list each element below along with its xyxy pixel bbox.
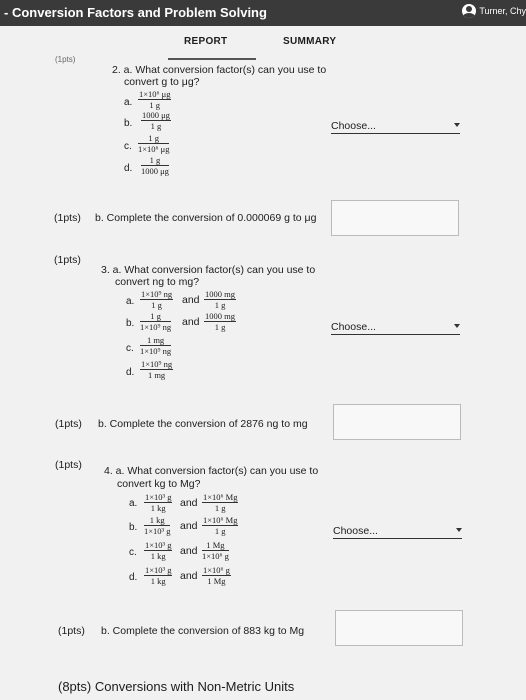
question-4-prompt-line2: convert kg to Mg? (117, 478, 201, 490)
tab-report[interactable]: REPORT (184, 36, 228, 47)
numerator: 1×10⁶ Mg (203, 492, 238, 502)
fraction (204, 311, 236, 332)
fraction (144, 540, 172, 561)
numerator: 1 Mg (202, 540, 229, 551)
user-menu[interactable] (462, 4, 526, 18)
user-avatar-icon (462, 4, 476, 18)
numerator: 1×10⁶ μg (139, 89, 171, 99)
denominator: 1×10⁶ μg (138, 144, 170, 154)
option-letter[interactable]: c. (126, 343, 134, 354)
denominator: 1 kg (150, 576, 166, 586)
numerator: 1 g (141, 155, 169, 166)
numerator: 1000 mg (205, 311, 235, 321)
numerator: 1000 μg (142, 110, 170, 120)
select-value: Choose... (331, 321, 376, 333)
denominator: 1 g (214, 526, 226, 536)
select-value: Choose... (331, 120, 376, 132)
fraction (202, 565, 231, 586)
chevron-down-icon (454, 324, 460, 328)
chevron-down-icon (456, 528, 462, 532)
option-letter[interactable]: d. (129, 572, 138, 583)
question-4-prompt: 4. a. What conversion factor(s) can you use to (104, 465, 319, 477)
option-letter[interactable]: c. (124, 141, 132, 152)
points-label: (1pts) (54, 212, 81, 224)
denominator: 1×10⁶ g (202, 551, 229, 561)
numerator: 1×10⁶ g (203, 565, 230, 575)
select-value: Choose... (333, 525, 378, 537)
question-3-prompt-line2: convert ng to mg? (115, 276, 200, 288)
q2b-answer-input[interactable] (331, 200, 459, 236)
points-label: (1pts) (54, 254, 81, 266)
fraction (141, 110, 171, 131)
numerator: 1×10⁹ ng (141, 359, 173, 369)
top-bar (0, 0, 526, 26)
question-3b-prompt: b. Complete the conversion of 2876 ng to mg (98, 418, 308, 430)
option-letter[interactable]: a. (129, 498, 138, 509)
q3-answer-select[interactable] (331, 318, 460, 335)
option-letter[interactable]: a. (126, 296, 135, 307)
option-letter[interactable]: c. (129, 547, 137, 558)
question-2-prompt-line2: convert g to μg? (124, 76, 200, 88)
denominator: 1 kg (150, 503, 166, 513)
q3b-answer-input[interactable] (333, 404, 461, 440)
numerator: 1×10³ g (145, 492, 172, 502)
section-heading: (8pts) Conversions with Non-Metric Units (58, 679, 295, 694)
page-title: - Conversion Factors and Problem Solving (4, 5, 267, 20)
fraction (144, 515, 170, 536)
points-label: (1pts) (55, 418, 82, 430)
numerator: 1×10⁶ Mg (203, 515, 238, 525)
fraction (140, 359, 173, 380)
q2-answer-select[interactable] (331, 117, 460, 134)
numerator: 1000 mg (205, 289, 235, 299)
active-tab-indicator (168, 58, 256, 60)
and-label: and (180, 545, 198, 557)
fraction (204, 289, 236, 310)
fraction (202, 515, 238, 536)
numerator: 1 g (140, 311, 171, 322)
fraction (140, 311, 171, 332)
option-letter[interactable]: d. (124, 163, 133, 174)
question-2b-prompt: b. Complete the conversion of 0.000069 g to μg (95, 212, 317, 224)
and-label: and (180, 570, 198, 582)
numerator: 1 kg (144, 515, 170, 526)
and-label: and (182, 294, 200, 306)
option-letter[interactable]: b. (129, 522, 138, 533)
numerator: 1×10⁹ ng (141, 289, 173, 299)
denominator: 1×10³ g (144, 526, 171, 536)
points-label: (1pts) (58, 625, 85, 637)
fraction (140, 335, 171, 356)
question-4b-prompt: b. Complete the conversion of 883 kg to Mg (101, 625, 305, 637)
denominator: 1×10⁹ ng (140, 322, 172, 332)
q4-answer-select[interactable] (333, 522, 462, 539)
numerator: 1 g (138, 133, 169, 144)
question-3-prompt: 3. a. What conversion factor(s) can you use to (101, 264, 316, 276)
denominator: 1 Mg (207, 576, 226, 586)
q4b-answer-input[interactable] (335, 610, 463, 646)
option-letter[interactable]: d. (126, 367, 135, 378)
option-letter[interactable]: b. (124, 118, 133, 129)
fraction (141, 155, 169, 176)
tab-bar (0, 26, 526, 62)
fraction (202, 540, 229, 561)
denominator: 1 g (214, 322, 226, 332)
denominator: 1000 μg (141, 166, 169, 176)
and-label: and (180, 497, 198, 509)
fraction (138, 89, 171, 110)
denominator: 1 kg (150, 551, 166, 561)
points-label: (1pts) (55, 55, 76, 64)
fraction (140, 289, 173, 310)
option-letter[interactable]: b. (126, 318, 135, 329)
fraction (138, 133, 169, 154)
chevron-down-icon (454, 123, 460, 127)
and-label: and (180, 520, 198, 532)
tab-summary[interactable]: SUMMARY (283, 36, 337, 47)
denominator: 1 mg (147, 370, 166, 380)
user-name: Turner, Chy (479, 6, 526, 16)
question-2-prompt: 2. a. What conversion factor(s) can you use to (112, 64, 327, 76)
fraction (144, 492, 172, 513)
numerator: 1 mg (140, 335, 171, 346)
denominator: 1 g (151, 300, 162, 310)
and-label: and (182, 316, 200, 328)
denominator: 1×10⁹ ng (140, 346, 172, 356)
fraction (144, 565, 172, 586)
denominator: 1 g (149, 100, 161, 110)
denominator: 1 g (150, 121, 162, 131)
points-label: (1pts) (55, 459, 82, 471)
denominator: 1 g (214, 300, 226, 310)
fraction (202, 492, 238, 513)
option-letter[interactable]: a. (124, 97, 133, 108)
numerator: 1×10³ g (145, 565, 172, 575)
numerator: 1×10³ g (145, 540, 172, 550)
denominator: 1 g (214, 503, 226, 513)
